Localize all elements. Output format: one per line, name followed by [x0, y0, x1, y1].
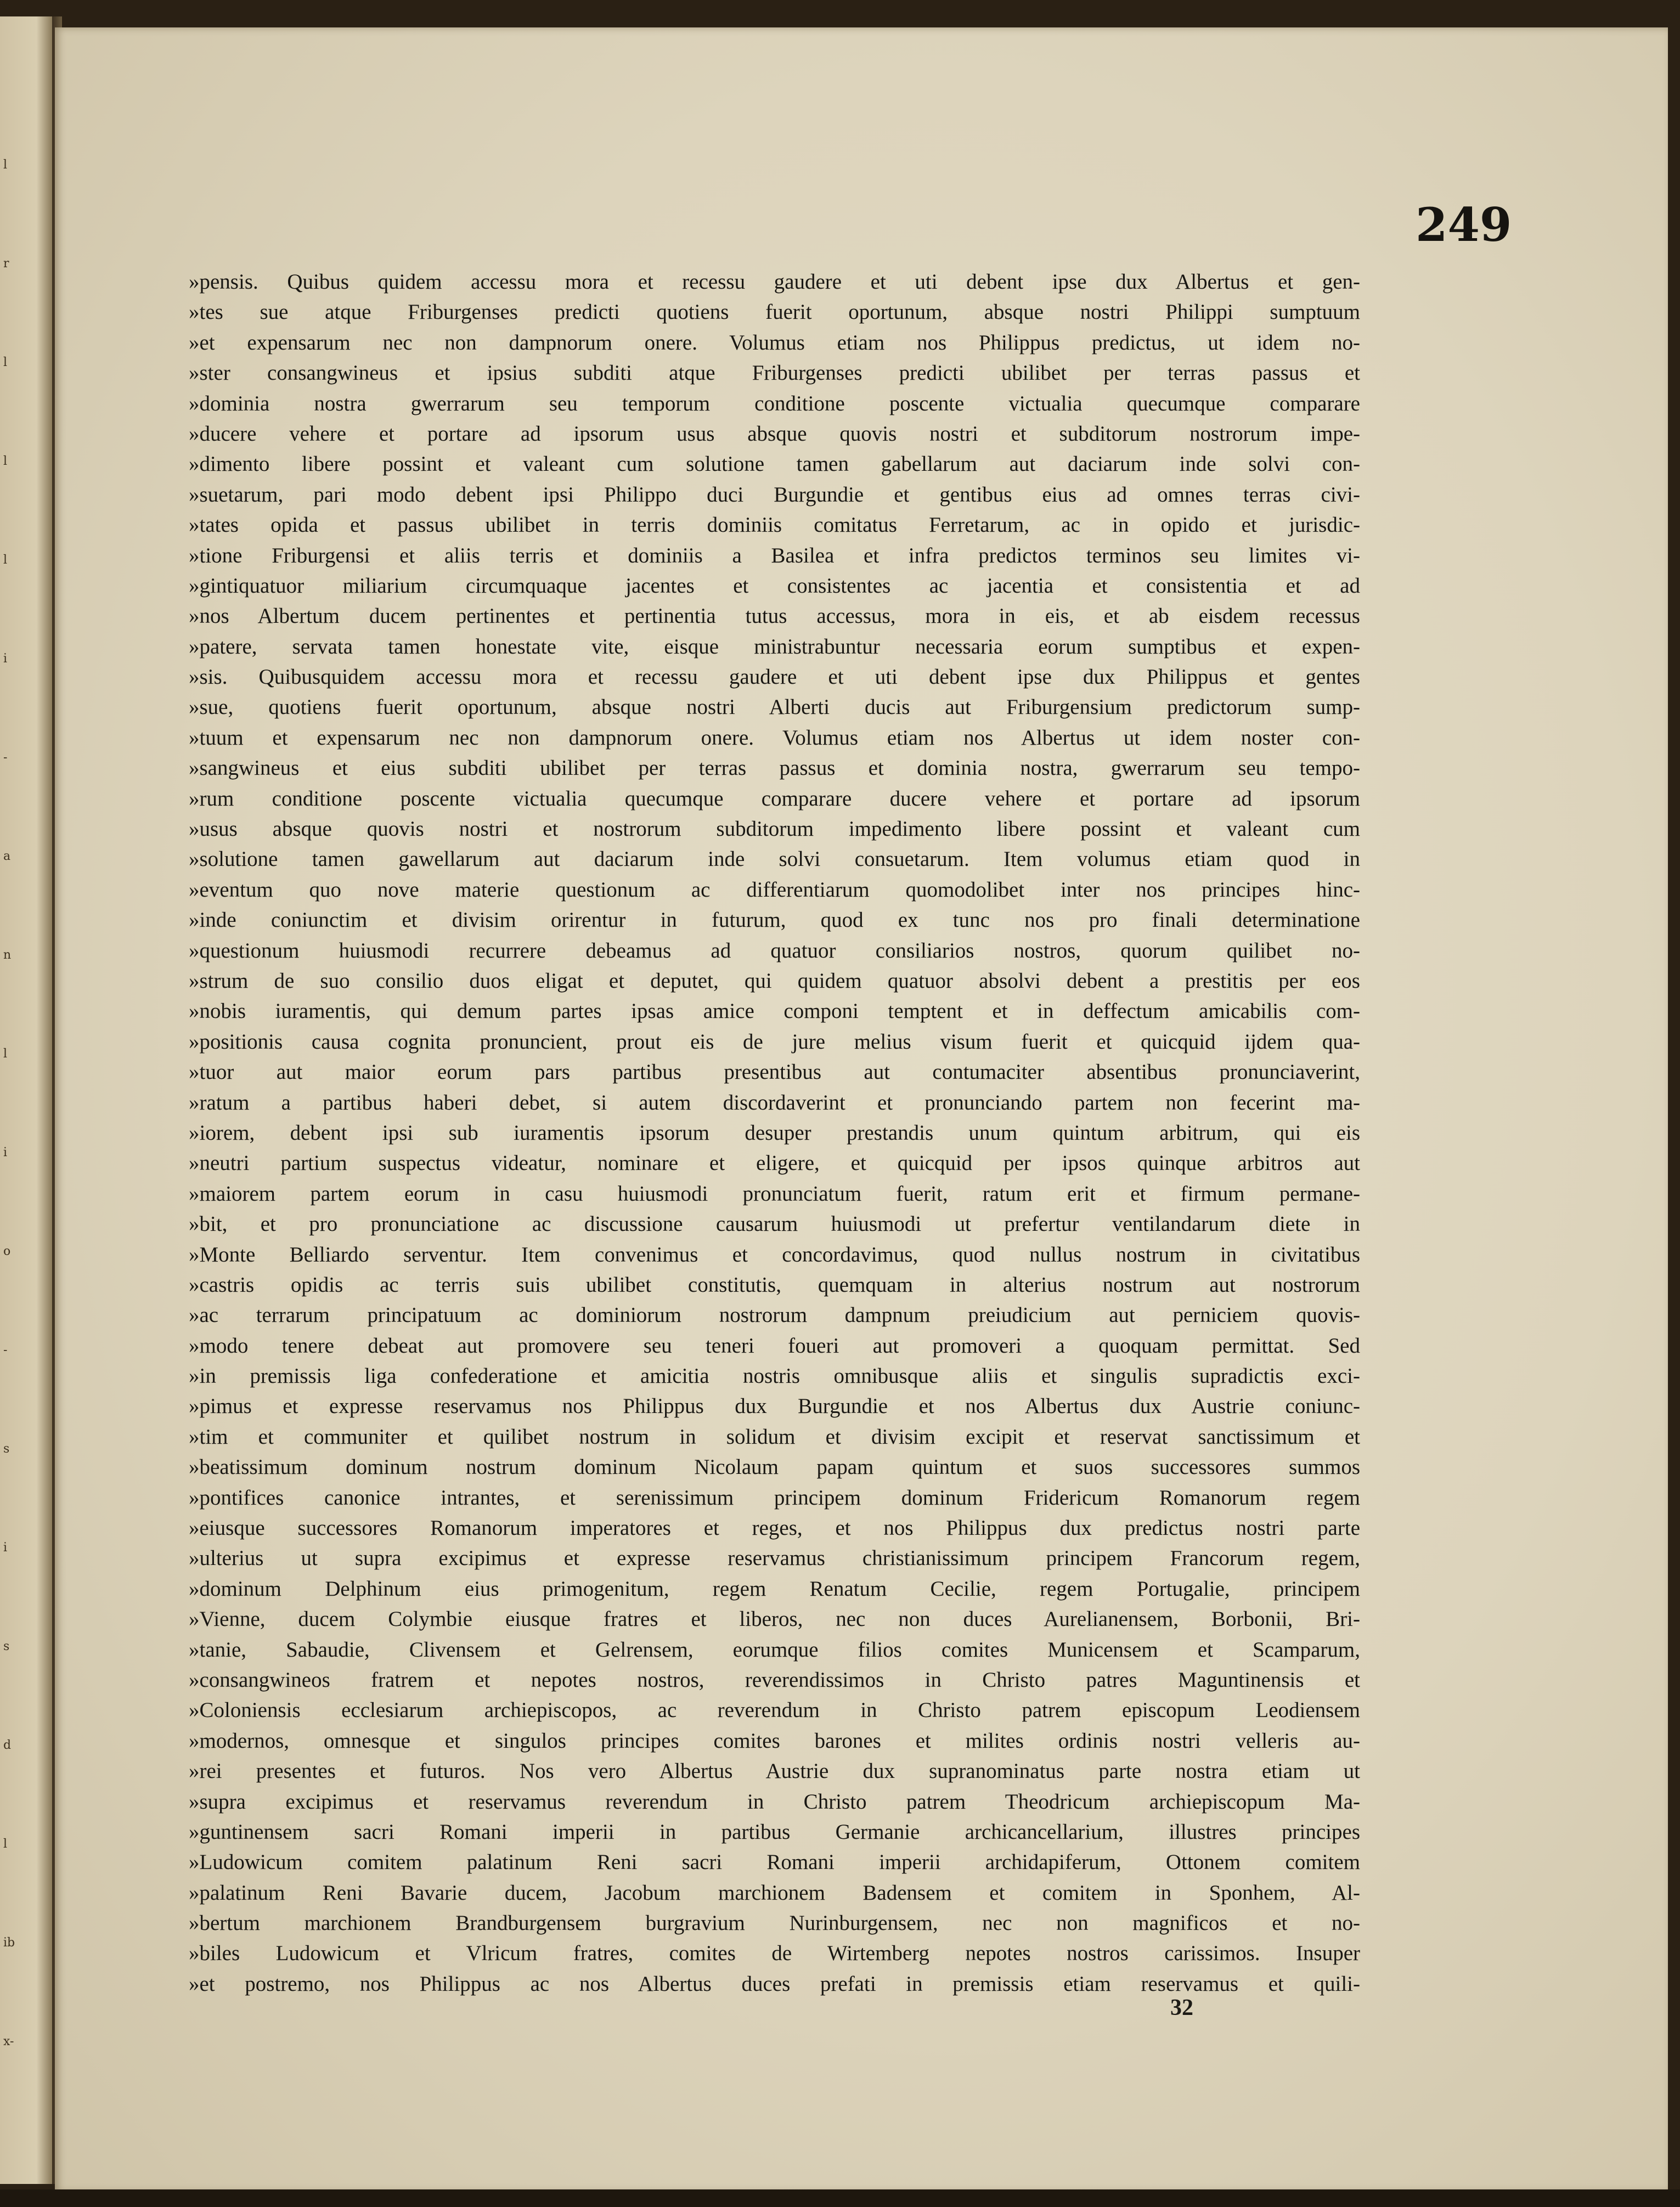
text-line: »sangwineus et eius subditi ubilibet per terras passus et dominia nostra, gwerrarum seu tempo- — [189, 756, 1360, 780]
facing-page-edge — [0, 16, 52, 2184]
text-line: »sis. Quibusquidem accessu mora et recessu gaudere et uti debent ipse dux Philippus et gentes — [189, 665, 1360, 689]
text-line: »usus absque quovis nostri et nostrorum subditorum impedimento libere possint et valeant cum — [189, 817, 1360, 841]
margin-fragment: r — [3, 257, 9, 271]
text-line: »bertum marchionem Brandburgensem burgravium Nurinburgensem, nec non magnificos et no- — [189, 1911, 1360, 1935]
text-line: »sue, quotiens fuerit oportunum, absque nostri Alberti ducis aut Friburgensium predictorum sump- — [189, 695, 1360, 719]
text-line: »modo tenere debeat aut promovere seu teneri foueri aut promoveri a quoquam permittat. Sed — [189, 1333, 1360, 1358]
text-line: »tuor aut maior eorum pars partibus presentibus aut contumaciter absentibus pronunciaverint, — [189, 1060, 1360, 1084]
text-line: »eventum quo nove materie questionum ac differentiarum quomodolibet inter nos principes hinc- — [189, 877, 1360, 902]
signature-mark: 32 — [1170, 1995, 1193, 2020]
margin-fragment: - — [3, 751, 8, 764]
text-line: »ratum a partibus haberi debet, si autem discordaverint et pronunciando partem non fecerint ma- — [189, 1090, 1360, 1114]
text-line: »eiusque successores Romanorum imperatores et reges, et nos Philippus dux predictus nostri parte — [189, 1516, 1360, 1540]
text-line: »tes sue atque Friburgenses predicti quotiens fuerit oportunum, absque nostri Philippi sumptuum — [189, 300, 1360, 324]
text-line: »tione Friburgensi et aliis terris et dominiis a Basilea et infra predictos terminos seu limites vi- — [189, 543, 1360, 567]
margin-fragment: l — [3, 158, 8, 172]
margin-fragment: x- — [3, 2035, 14, 2048]
margin-fragment: l — [3, 454, 8, 468]
text-line: »solutione tamen gawellarum aut daciarum inde solvi consuetarum. Item volumus etiam quod in — [189, 847, 1360, 871]
text-line: »supra excipimus et reservamus reverendum in Christo patrem Theodricum archiepiscopum Ma- — [189, 1789, 1360, 1814]
text-line: »patere, servata tamen honestate vite, eisque ministrabuntur necessaria eorum sumptibus et expen- — [189, 634, 1360, 658]
text-line: »rei presentes et futuros. Nos vero Albertus Austrie dux supranominatus parte nostra etiam ut — [189, 1759, 1360, 1783]
text-line: »pimus et expresse reservamus nos Philippus dux Burgundie et nos Albertus dux Austrie coniunc- — [189, 1394, 1360, 1418]
text-line: »dimento libere possint et valeant cum solutione tamen gabellarum aut daciarum inde solvi con- — [189, 452, 1360, 476]
margin-fragment: d — [3, 1738, 12, 1752]
text-line: »Ludowicum comitem palatinum Reni sacri Romani imperii archidapiferum, Ottonem comitem — [189, 1850, 1360, 1874]
text-line: »questionum huiusmodi recurrere debeamus ad quatuor consiliarios nostros, quorum quilibet no- — [189, 938, 1360, 962]
text-line: »tuum et expensarum nec non dampnorum onere. Volumus etiam nos Albertus ut idem noster con- — [189, 725, 1360, 750]
margin-fragment: i — [3, 1541, 8, 1555]
margin-fragment: i — [3, 652, 8, 666]
text-line: »beatissimum dominum nostrum dominum Nicolaum papam quintum et suos successores summos — [189, 1455, 1360, 1479]
text-line: »tates opida et passus ubilibet in terris dominiis comitatus Ferretarum, ac in opido et jurisdic- — [189, 513, 1360, 537]
text-line: »inde coniunctim et divisim orirentur in futurum, quod ex tunc nos pro finali determinatione — [189, 908, 1360, 932]
text-line: »ac terrarum principatuum ac dominiorum nostrorum dampnum preiudicium aut perniciem quovis- — [189, 1303, 1360, 1327]
margin-fragment: l — [3, 553, 8, 567]
text-line: »dominum Delphinum eius primogenitum, regem Renatum Cecilie, regem Portugalie, principem — [189, 1577, 1360, 1601]
text-line: »castris opidis ac terris suis ubilibet constitutis, quemquam in alterius nostrum aut nostrorum — [189, 1273, 1360, 1297]
margin-fragment: s — [3, 1442, 10, 1456]
text-line: »in premissis liga confederatione et amicitia nostris omnibusque aliis et singulis supradictis exci- — [189, 1364, 1360, 1388]
margin-fragment: o — [3, 1245, 11, 1258]
margin-fragment: i — [3, 1146, 8, 1159]
text-line: »modernos, omnesque et singulos principes comites barones et milites ordinis nostri velleris au- — [189, 1729, 1360, 1753]
text-line: »guntinensem sacri Romani imperii in partibus Germanie archicancellarium, illustres principes — [189, 1820, 1360, 1844]
text-line: »strum de suo consilio duos eligat et deputet, qui quidem quatuor absolvi debent a prestitis per eos — [189, 969, 1360, 993]
text-line: »pontifices canonice intrantes, et serenissimum principem dominum Fridericum Romanorum regem — [189, 1485, 1360, 1510]
text-line: »biles Ludowicum et Vlricum fratres, comites de Wirtemberg nepotes nostros carissimos. Insuper — [189, 1941, 1360, 1966]
margin-fragment: l — [3, 1837, 8, 1851]
text-line: »bit, et pro pronunciatione ac discussione causarum huiusmodi ut prefertur ventilandarum diete in — [189, 1212, 1360, 1236]
margin-fragment: a — [3, 849, 11, 863]
text-line: »maiorem partem eorum in casu huiusmodi pronunciatum fuerit, ratum erit et firmum permane- — [189, 1181, 1360, 1206]
margin-fragment: n — [3, 948, 12, 962]
text-line: »rum conditione poscente victualia quecumque comparare ducere vehere et portare ad ipsorum — [189, 786, 1360, 810]
text-line: »neutri partium suspectus videatur, nominare et eligere, et quicquid per ipsos quinque arbitros aut — [189, 1151, 1360, 1175]
text-line: »nos Albertum ducem pertinentes et pertinentia tutus accessus, mora in eis, et ab eisdem recessus — [189, 604, 1360, 628]
scanned-page — [55, 27, 1668, 2192]
margin-fragment: s — [3, 1640, 10, 1653]
text-line: »pensis. Quibus quidem accessu mora et recessu gaudere et uti debent ipse dux Albertus et gen- — [189, 270, 1360, 294]
text-line: »consangwineos fratrem et nepotes nostros, reverendissimos in Christo patres Maguntinensis et — [189, 1668, 1360, 1692]
text-line: »ducere vehere et portare ad ipsorum usus absque quovis nostri et subditorum nostrorum impe- — [189, 421, 1360, 446]
scan-background — [0, 2189, 1680, 2207]
text-line: »suetarum, pari modo debent ipsi Philippo duci Burgundie et gentibus eius ad omnes terras civi- — [189, 482, 1360, 506]
text-line: »Coloniensis ecclesiarum archiepiscopos, ac reverendum in Christo patrem episcopum Leodiensem — [189, 1698, 1360, 1722]
text-line: »palatinum Reni Bavarie ducem, Jacobum marchionem Badensem et comitem in Sponhem, Al- — [189, 1881, 1360, 1905]
text-line: »ster consangwineus et ipsius subditi atque Friburgenses predicti ubilibet per terras passus et — [189, 361, 1360, 385]
document-body-text — [189, 267, 1360, 1999]
text-line: »tanie, Sabaudie, Clivensem et Gelrensem, eorumque filios comites Municensem et Scamparum, — [189, 1637, 1360, 1662]
text-line: »gintiquatuor miliarium circumquaque jacentes et consistentes ac jacentia et consistentia et ad — [189, 573, 1360, 598]
margin-fragment: l — [3, 1047, 8, 1061]
text-line: »tim et communiter et quilibet nostrum in solidum et divisim excipit et reservat sanctissimum et — [189, 1425, 1360, 1449]
margin-fragment: l — [3, 356, 8, 369]
margin-fragment: ib — [3, 1936, 15, 1950]
margin-fragment: - — [3, 1343, 8, 1357]
text-line: »nobis iuramentis, qui demum partes ipsas amice componi temptent et in deffectum amicabilis com- — [189, 999, 1360, 1023]
text-line: »iorem, debent ipsi sub iuramentis ipsorum desuper prestandis unum quintum arbitrum, qui eis — [189, 1121, 1360, 1145]
text-line: »ulterius ut supra excipimus et expresse reservamus christianissimum principem Francorum regem, — [189, 1546, 1360, 1570]
text-line: »dominia nostra gwerrarum seu temporum conditione poscente victualia quecumque comparare — [189, 391, 1360, 415]
text-line: »Vienne, ducem Colymbie eiusque fratres et liberos, nec non duces Aurelianensem, Borbonii, Bri- — [189, 1607, 1360, 1631]
page-number: 249 — [1416, 198, 1512, 252]
text-line: »et postremo, nos Philippus ac nos Albertus duces prefati in premissis etiam reservamus et quili- — [189, 1972, 1360, 1996]
text-line: »Monte Belliardo serventur. Item convenimus et concordavimus, quod nullus nostrum in civitatibus — [189, 1242, 1360, 1266]
text-line: »et expensarum nec non dampnorum onere. Volumus etiam nos Philippus predictus, ut idem no- — [189, 330, 1360, 354]
text-line: »positionis causa cognita pronuncient, prout eis de jure melius visum fuerit et quicquid ijdem qua- — [189, 1029, 1360, 1054]
